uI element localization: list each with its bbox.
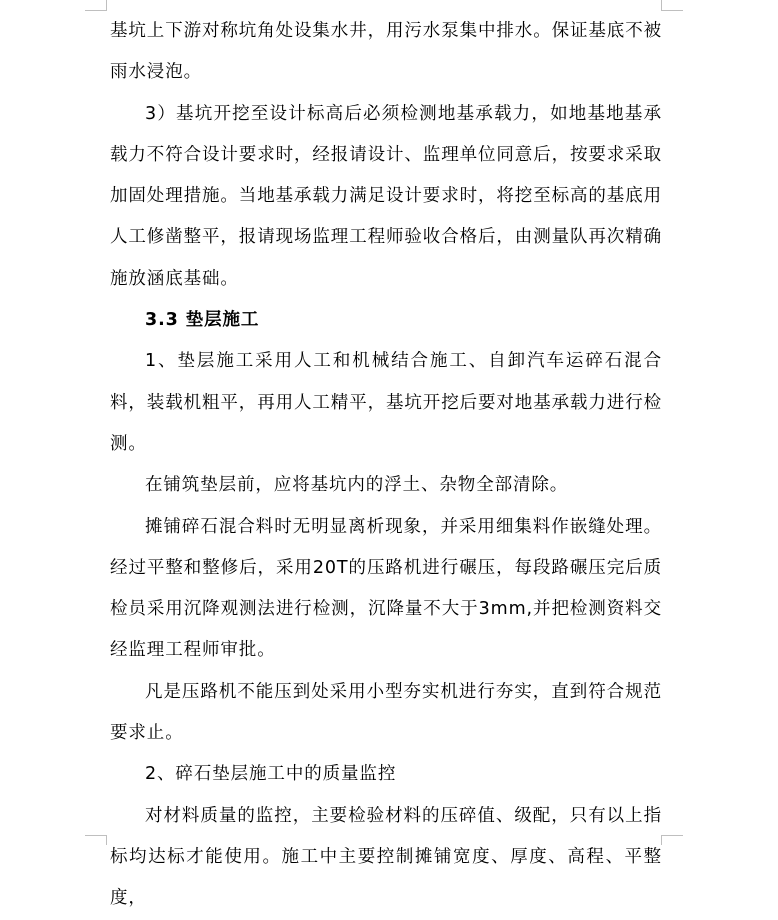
paragraph-bearing-capacity[interactable]: 3）基坑开挖至设计标高后必须检测地基承载力，如地基地基承载力不符合设计要求时，经报请设计、监理单位同意后，按要求采取加固处理措施。当地基承载力满足设计要求时，将挖至标高的基底用人工修凿整平，报请现场监理工程师验收合格后，由测量队再次精确施放涵底基础。 bbox=[110, 103, 662, 289]
paragraph-material-monitoring[interactable]: 对材料质量的监控，主要检验材料的压碎值、级配，只有以上指标均达标才能使用。施工中主要控制摊铺宽度、厚度、高程、平整度， bbox=[110, 805, 662, 909]
crop-mark-bottom-left bbox=[85, 835, 107, 836]
crop-mark-top-left bbox=[106, 0, 107, 11]
paragraph-drainage[interactable]: 基坑上下游对称坑角处设集水井，用污水泵集中排水。保证基底不被雨水浸泡。 bbox=[110, 21, 662, 83]
crop-mark-top-right bbox=[661, 0, 662, 11]
paragraph-quality-control-title[interactable]: 2、碎石垫层施工中的质量监控 bbox=[145, 764, 397, 785]
document-body[interactable] bbox=[110, 11, 662, 920]
crop-mark-top-right bbox=[661, 10, 683, 11]
paragraph-clearing[interactable]: 在铺筑垫层前，应将基坑内的浮土、杂物全部清除。 bbox=[145, 475, 569, 496]
crop-mark-top-left bbox=[85, 10, 107, 11]
crop-mark-bottom-right bbox=[661, 835, 683, 836]
crop-mark-bottom-left bbox=[106, 835, 107, 845]
paragraph-cushion-construction[interactable]: 1、垫层施工采用人工和机械结合施工、自卸汽车运碎石混合料，装载机粗平，再用人工精平，基坑开挖后要对地基承载力进行检测。 bbox=[110, 351, 662, 454]
section-heading-3-3[interactable]: 3.3 垫层施工 bbox=[145, 310, 260, 331]
paragraph-spreading-compaction[interactable]: 摊铺碎石混合料时无明显离析现象，并采用细集料作嵌缝处理。经过平整和整修后，采用20T的压路机进行碾压，每段路碾压完后质检员采用沉降观测法进行检测，沉降量不大于3mm,并把检测资料交经监理工程师审批。 bbox=[110, 516, 662, 661]
paragraph-small-compactor[interactable]: 凡是压路机不能压到处采用小型夯实机进行夯实，直到符合规范要求止。 bbox=[110, 681, 662, 744]
